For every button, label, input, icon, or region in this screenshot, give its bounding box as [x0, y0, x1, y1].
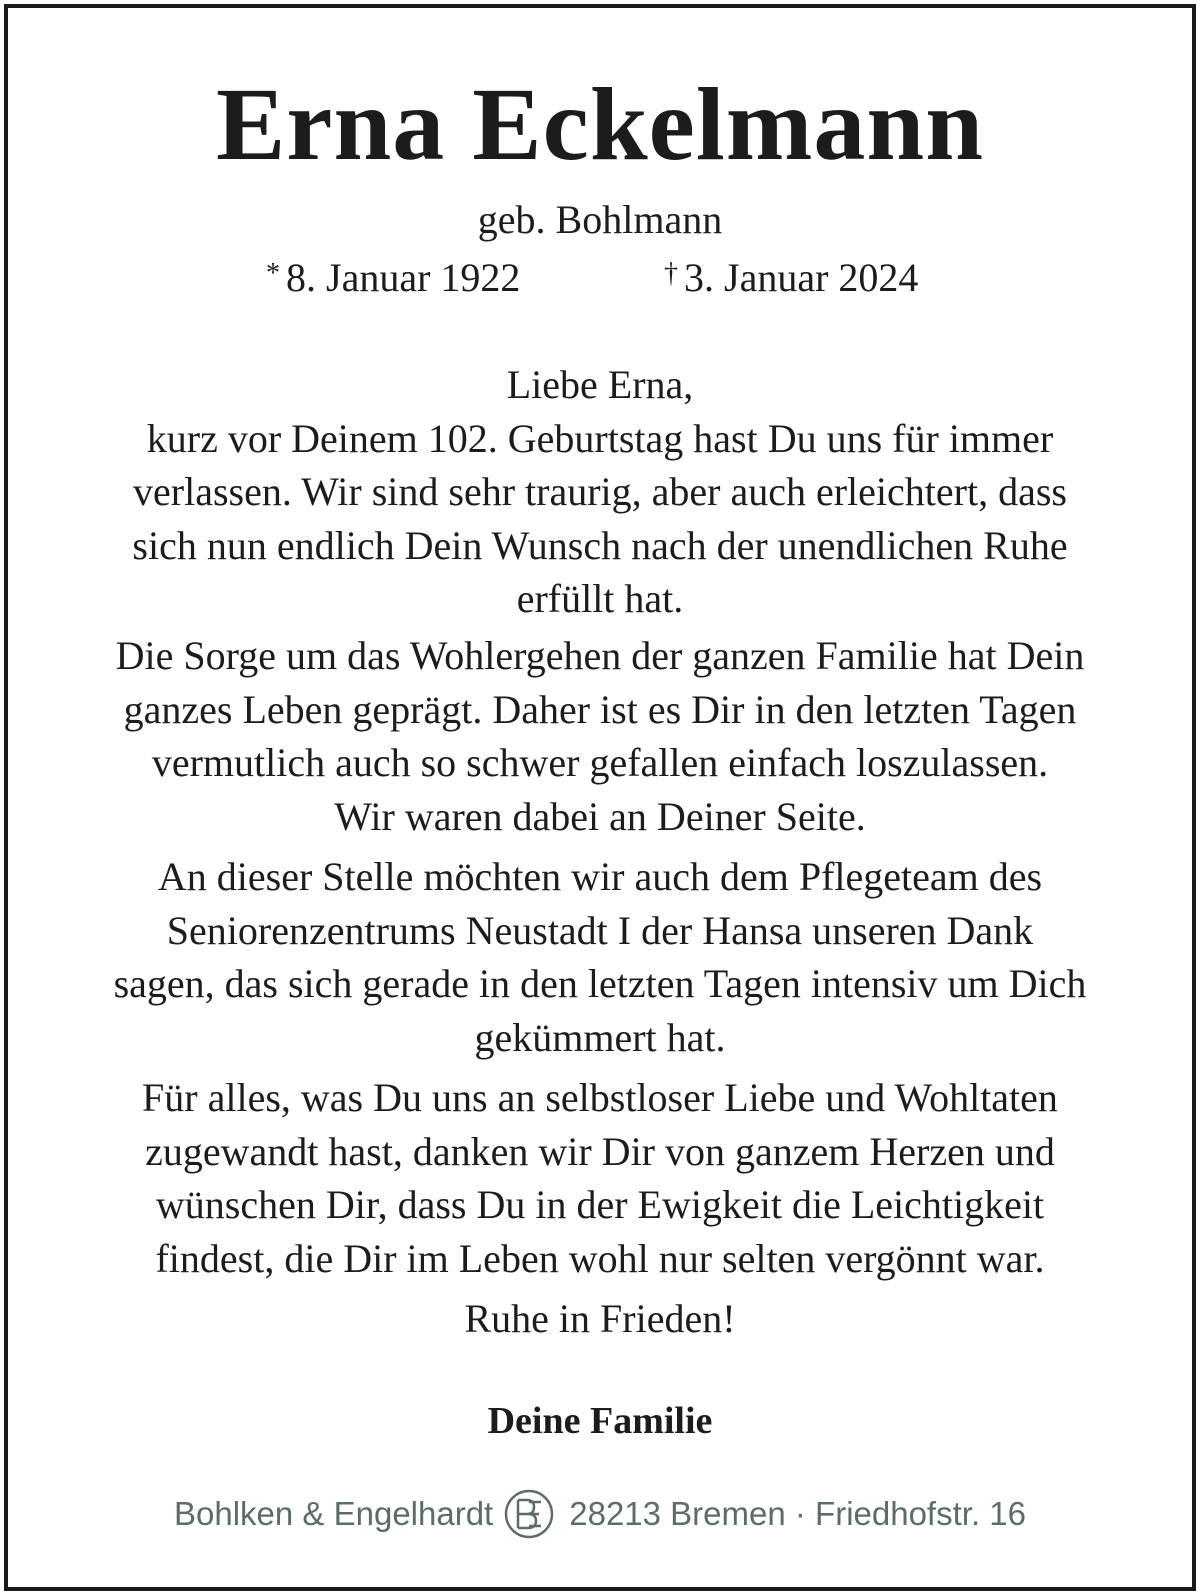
text-line: ganzes Leben geprägt. Daher ist es Dir in den letzten Tagen — [123, 686, 1077, 732]
signature: Deine Familie — [487, 1400, 713, 1442]
text-line: Seniorenzentrums Neustadt I der Hansa unseren Dank — [166, 907, 1034, 953]
text-line: Liebe Erna, — [506, 362, 694, 407]
text-line: vermutlich auch so schwer gefallen einfach loszulassen. — [151, 740, 1049, 785]
text-line: Wir waren dabei an Deiner Seite. — [334, 793, 866, 839]
text-line: wünschen Dir, dass Du in der Ewigkeit die Leichtigkeit — [155, 1182, 1045, 1227]
text-line: Die Sorge um das Wohlergehen der ganzen Familie hat Dein — [115, 633, 1085, 678]
text-line: An dieser Stelle möchten wir auch dem Pflegeteam des — [157, 854, 1043, 899]
death-date-group — [664, 254, 918, 302]
birth-date-group — [266, 254, 520, 302]
text-line: findest, die Dir im Leben wohl nur selten vergönnt war. — [155, 1235, 1045, 1281]
text-line: verlassen. Wir sind sehr traurig, aber auch erleichtert, dass — [133, 469, 1067, 514]
funeral-home-name: Bohlken & Engelhardt — [174, 1495, 494, 1532]
funeral-home-logo-icon — [503, 1488, 555, 1540]
text-line: zugewandt hast, danken wir Dir von ganzem Herzen und — [145, 1128, 1055, 1174]
paragraph-farewell — [48, 1292, 1152, 1346]
text-line: kurz vor Deinem 102. Geburtstag hast Du uns für immer — [146, 415, 1054, 461]
paragraph-greeting — [48, 358, 1152, 626]
text-line: erfüllt hat. — [516, 576, 684, 621]
funeral-home-footer — [8, 1486, 1192, 1542]
paragraph-family — [48, 629, 1152, 843]
paragraph-thanks — [48, 850, 1152, 1064]
text-line: sagen, das sich gerade in den letzten Tagen intensiv um Dich — [113, 961, 1087, 1006]
text-line: sich nun endlich Dein Wunsch nach der unendlichen Ruhe — [132, 522, 1068, 568]
deceased-name: Erna Eckelmann — [215, 67, 985, 182]
birth-star-icon: * — [266, 258, 280, 289]
death-cross-icon: † — [664, 258, 678, 289]
text-line: Ruhe in Frieden! — [464, 1296, 736, 1341]
text-line: gekümmert hat. — [474, 1014, 726, 1060]
obituary-notice — [4, 4, 1196, 1591]
death-date: 3. Januar 2024 — [684, 255, 919, 300]
life-dates — [8, 254, 1192, 306]
birth-name: geb. Bohlmann — [477, 197, 723, 242]
funeral-home-address: 28213 Bremen · Friedhofstr. 16 — [569, 1495, 1026, 1532]
birth-date: 8. Januar 1922 — [286, 255, 521, 300]
text-line: Für alles, was Du uns an selbstloser Liebe und Wohltaten — [142, 1075, 1058, 1120]
paragraph-gratitude — [48, 1071, 1152, 1285]
